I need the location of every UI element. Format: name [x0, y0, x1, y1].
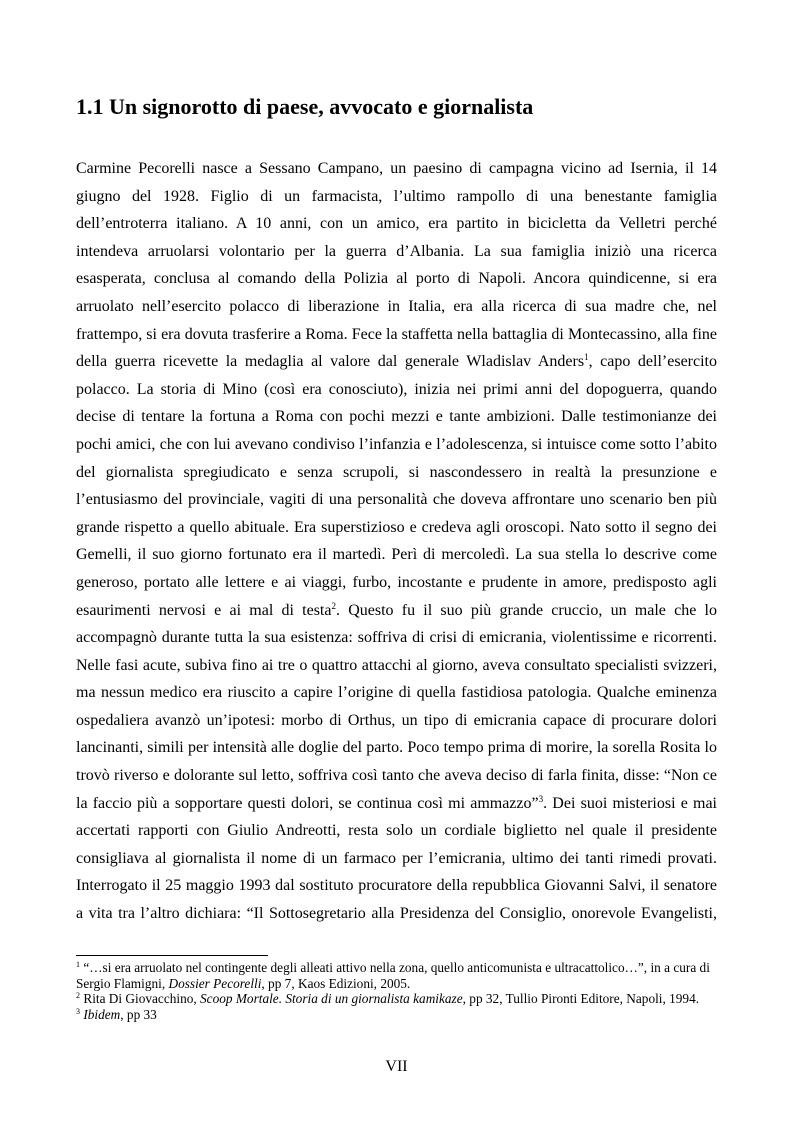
body-line: decise di tentare la fortuna a Roma con pochi mezzi e tante ambizioni. Dalle testimonianze dei [76, 408, 717, 426]
body-line: accertati rapporti con Giulio Andreotti, resta solo un cordiale biglietto nel quale il presidente [76, 822, 717, 840]
body-line: del giornalista spregiudicato e senza scrupoli, si nascondessero in realtà la presunzione e [76, 463, 717, 481]
footnote-item [76, 991, 717, 1007]
footnote-title: Dossier Pecorelli [168, 975, 262, 991]
body-line: polacco. La storia di Mino (così era conosciuto), inizia nei primi anni del dopoguerra, quando [76, 380, 717, 398]
body-line: grande rispetto a quello abituale. Era superstizioso e credeva agli oroscopi. Nato sotto il segno dei [76, 518, 717, 536]
body-line: l’entusiasmo del provinciale, vagiti di una personalità che doveva affrontare uno scenario ben più [76, 491, 717, 509]
footnote-reference[interactable]: 2 [331, 600, 336, 611]
body-line: generoso, portato alle lettere e ai viaggi, furbo, incostante e prudente in amore, predisposto agli [76, 573, 717, 591]
body-line: esasperata, conclusa al comando della Polizia al porto di Napoli. Ancora quindicenne, si era [76, 270, 717, 288]
footnote-item [76, 960, 717, 991]
body-line-text: della guerra ricevette la medaglia al valore dal generale Wladislav Anders [76, 353, 585, 371]
body-line: frattempo, si era dovuta trasferire a Roma. Fece la staffetta nella battaglia di Montecassino, alla fine [76, 325, 717, 343]
body-line-text: la faccio più a sopportare questi dolori, se continua così mi ammazzo” [76, 794, 539, 812]
footnote-number: 2 [76, 991, 80, 1000]
body-line: ospedaliera avanzò un’ipotesi: morbo di Orthus, un tipo di emicrania capace di procurare dolori [76, 711, 717, 729]
footnote-item [76, 1007, 717, 1023]
footnote-text: “…si era arruolato nel contingente degli alleati attivo nella zona, quello anticomunista e ultracattolico…”, in a cura di Sergio Flamigni, [76, 960, 710, 991]
footnote-title: Ibidem [83, 1006, 121, 1022]
body-line: Gemelli, il suo giorno fortunato era il martedì. Perì di mercoledì. La sua stella lo descrive come [76, 546, 717, 564]
page-number: VII [385, 1058, 408, 1075]
body-line: Interrogato il 25 maggio 1993 dal sostituto procuratore della repubblica Giovanni Salvi, il senatore [76, 877, 717, 895]
section-title: 1.1 Un signorotto di paese, avvocato e giornalista [76, 94, 534, 119]
body-line [76, 790, 717, 818]
body-line: dell’entroterra italiano. A 10 anni, con un amico, era partito in bicicletta da Velletri perché [76, 215, 717, 233]
footnote-text: , pp 32, Tullio Pironti Editore, Napoli, 1994. [462, 991, 700, 1006]
body-line: arruolato nell’esercito polacco di liberazione in Italia, era alla ricerca di sua madre che, nel [76, 297, 717, 315]
footnote-text: , pp 7, Kaos Edizioni, 2005. [261, 975, 411, 991]
body-line: a vita tra l’altro dichiara: “Il Sottosegretario alla Presidenza del Consiglio, onorevole Evangelisti, [76, 905, 717, 923]
body-line-text: . Dei suoi misteriosi e mai [543, 794, 718, 812]
footnote-reference[interactable]: 3 [538, 793, 544, 804]
body-line: ma nessun medico era riuscito a capire l’origine di quella fastidiosa patologia. Qualche eminenza [76, 684, 717, 702]
body-line [76, 597, 717, 625]
body-line: giugno del 1928. Figlio di un farmacista, l’ultimo rampollo di una benestante famiglia [76, 187, 717, 205]
footnote-number: 3 [76, 1006, 80, 1016]
body-line-text: , capo dell’esercito [588, 353, 717, 371]
footnote-number: 1 [76, 960, 80, 969]
body-line [76, 348, 717, 376]
body-line: accompagnò durante tutta la sua esistenza: soffriva di crisi di emicrania, violentissime e ricorrenti. [76, 629, 717, 647]
body-line: pochi amici, che con lui avevano condiviso l’infanzia e l’adolescenza, si intuisce come sotto l’abito [76, 435, 717, 453]
body-paragraph [76, 155, 717, 928]
footnote-separator [76, 955, 268, 956]
footnote-title: Scoop Mortale. Storia di un giornalista kamikaze [200, 991, 463, 1006]
footnote-reference[interactable]: 1 [584, 352, 589, 363]
body-line: Nelle fasi acute, subiva fino ai tre o quattro attacchi al giorno, aveva consultato specialisti svizzeri, [76, 656, 717, 674]
footnote-text: Rita Di Giovacchino, [80, 991, 201, 1006]
body-line: Carmine Pecorelli nasce a Sessano Campano, un paesino di campagna vicino ad Isernia, il 14 [76, 160, 717, 177]
body-line: intendeva arruolarsi volontario per la guerra d’Albania. La sua famiglia iniziò una ricerca [76, 242, 717, 260]
body-line: trovò riverso e dolorante sul letto, soffriva così tanto che aveva deciso di farla finita, disse: “Non ce [76, 767, 717, 785]
body-line-text: . Questo fu il suo più grande cruccio, un male che lo [335, 601, 717, 619]
footnotes [76, 960, 717, 1022]
body-line: consigliava al giornalista il nome di un farmaco per l’emicrania, ultimo dei tanti rimedi provati. [76, 849, 717, 867]
body-line: lancinanti, simili per intensità alle doglie del parto. Poco tempo prima di morire, la sorella Rosita lo [76, 739, 717, 757]
body-line-text: esaurimenti nervosi e ai mal di testa [76, 601, 332, 619]
footnote-text: , pp 33 [120, 1006, 157, 1022]
